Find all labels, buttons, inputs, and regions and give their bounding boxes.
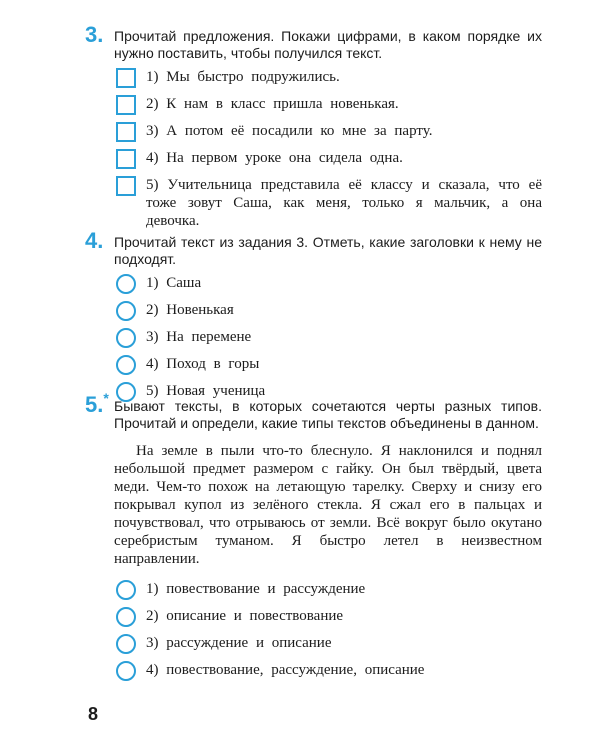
task-3-item (116, 122, 542, 142)
task-3-item (116, 68, 542, 88)
task-3 (85, 22, 542, 237)
radio-circle[interactable] (116, 301, 136, 321)
order-answer-box[interactable] (116, 149, 136, 169)
task-3-sentence: 4) На первом уроке она сидела одна. (146, 150, 403, 166)
task-5-option (116, 607, 542, 627)
task-3-sentence: 1) Мы быстро подружились. (146, 69, 340, 85)
task-4-option-label: 2) Новенькая (146, 302, 234, 318)
task-5-option (116, 661, 542, 681)
radio-circle[interactable] (116, 661, 136, 681)
task-3-sentence: 3) А потом её посадили ко мне за парту. (146, 123, 433, 139)
task-3-items (116, 68, 542, 230)
radio-circle[interactable] (116, 274, 136, 294)
task-5-options (116, 580, 542, 681)
radio-circle[interactable] (116, 634, 136, 654)
task-5-option-label: 4) повествование, рассуждение, описание (146, 662, 425, 678)
task-5-number-text: 5. (85, 392, 104, 417)
task-5-passage: На земле в пыли что-то блеснуло. Я наклонился и поднял небольшой предмет размером с гайку. Он был твёрдый, цвета меди. Чем-то похож на летающую тарелку. Сверху и снизу его покрывал купол из зелёного стекла. Я сжал его в пальцах и почувствовал, что отрываюсь от земли. Всё вокруг было окутано серебристым туманом. Я быстро летел в неизвестном направлении. (114, 443, 542, 567)
order-answer-box[interactable] (116, 68, 136, 88)
task-4-option (116, 355, 542, 375)
task-4-options (116, 274, 542, 402)
task-4-number: 4. (85, 228, 104, 253)
task-4-option-label: 4) Поход в горы (146, 356, 260, 372)
task-4-option (116, 328, 542, 348)
task-5-option-label: 2) описание и повествование (146, 608, 344, 624)
radio-circle[interactable] (116, 328, 136, 348)
task-4-option-label: 1) Саша (146, 275, 202, 291)
task-4-option-label: 5) Новая ученица (146, 383, 266, 399)
task-3-item (116, 176, 542, 230)
radio-circle[interactable] (116, 355, 136, 375)
task-5-option (116, 634, 542, 654)
task-4-prompt: Прочитай текст из задания 3. Отметь, какие заголовки к нему не подходят. (114, 234, 542, 267)
page-number: 8 (88, 704, 99, 724)
difficulty-star: * (103, 390, 109, 406)
task-3-prompt: Прочитай предложения. Покажи цифрами, в каком порядке их нужно поставить, чтобы получился текст. (114, 28, 542, 61)
order-answer-box[interactable] (116, 122, 136, 142)
task-3-sentence: 5) Учительница представила её классу и сказала, что её тоже зовут Саша, как меня, только я мальчик, а она девочка. (146, 177, 542, 229)
task-4-option-label: 3) На перемене (146, 329, 252, 345)
task-5-option (116, 580, 542, 600)
radio-circle[interactable] (116, 580, 136, 600)
task-4-option (116, 274, 542, 294)
order-answer-box[interactable] (116, 95, 136, 115)
task-3-number: 3. (85, 22, 104, 47)
task-3-item (116, 95, 542, 115)
task-3-sentence: 2) К нам в класс пришла новенькая. (146, 96, 399, 112)
task-3-item (116, 149, 542, 169)
task-4-option (116, 301, 542, 321)
task-5-prompt: Бывают тексты, в которых сочетаются черты разных типов. Прочитай и определи, какие типы текстов объединены в данном. (114, 398, 542, 431)
order-answer-box[interactable] (116, 176, 136, 196)
task-5-option-label: 3) рассуждение и описание (146, 635, 332, 651)
radio-circle[interactable] (116, 607, 136, 627)
task-5-option-label: 1) повествование и рассуждение (146, 581, 366, 597)
task-5-number (85, 392, 109, 418)
task-4 (85, 228, 542, 409)
